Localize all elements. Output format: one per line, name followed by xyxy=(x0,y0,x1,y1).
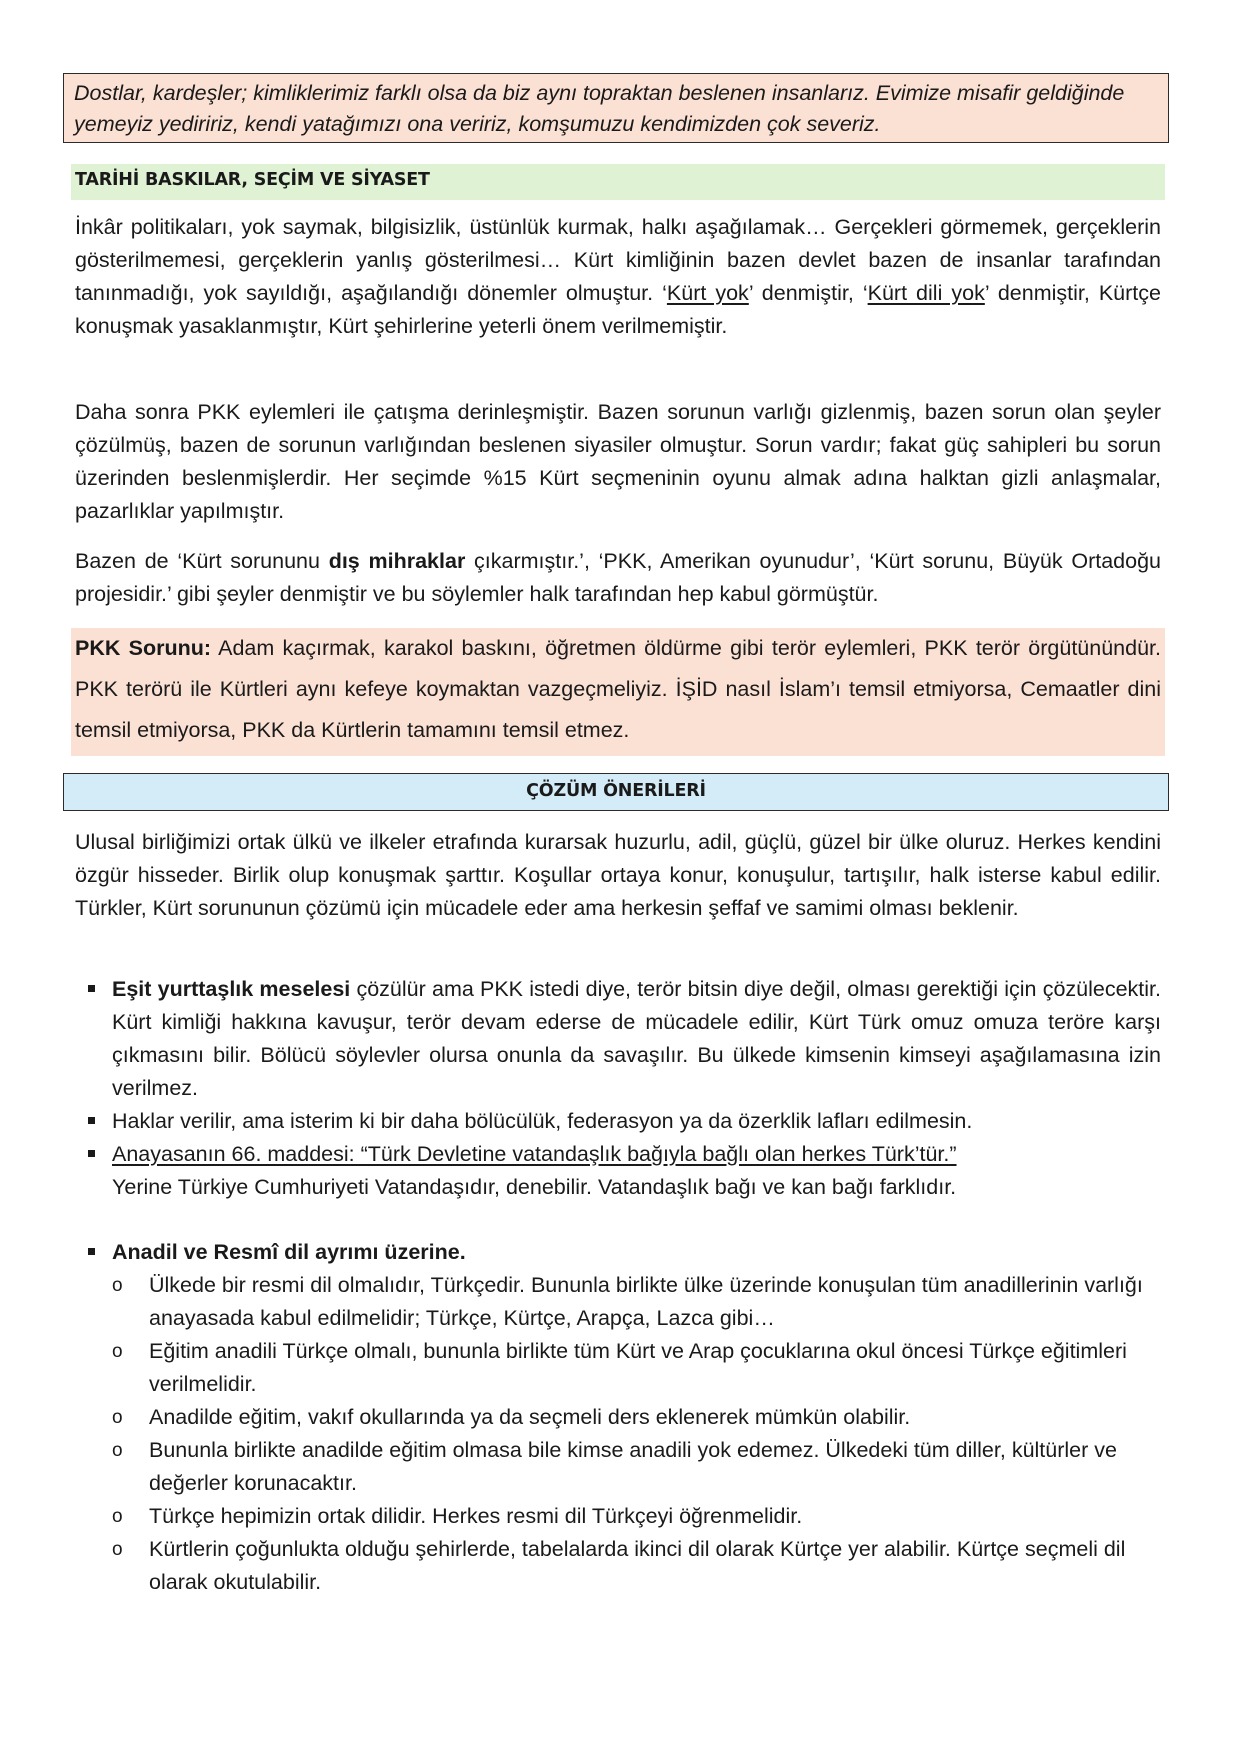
paragraph-pkk-conflict xyxy=(75,396,1161,528)
paragraph-text: Bazen de ‘Kürt sorununu xyxy=(75,549,329,573)
intro-quote-box xyxy=(63,73,1169,143)
sub-list-item xyxy=(112,1401,1161,1434)
circle-bullet-icon: o xyxy=(112,1407,123,1428)
circle-bullet-icon: o xyxy=(112,1440,123,1461)
circle-bullet-icon: o xyxy=(112,1506,123,1527)
list-item-text: Yerine Türkiye Cumhuriyeti Vatandaşıdır, denebilir. Vatandaşlık bağı ve kan bağı farklıdır. xyxy=(112,1175,957,1199)
solutions-list xyxy=(75,973,1161,1204)
square-bullet-icon xyxy=(88,1248,95,1255)
circle-bullet-icon: o xyxy=(112,1275,123,1296)
square-bullet-icon xyxy=(88,1117,95,1124)
list-item xyxy=(75,1236,1161,1599)
list-item xyxy=(75,1138,1161,1204)
sub-list-item-text: Kürtlerin çoğunlukta olduğu şehirlerde, tabelalarda ikinci dil olarak Kürtçe yer alabilir. Kürtçe seçmeli dil olarak okutulabilir. xyxy=(149,1537,1126,1594)
list-item xyxy=(75,1105,1161,1138)
list-item xyxy=(75,973,1161,1105)
sub-list-item xyxy=(112,1335,1161,1401)
square-bullet-icon xyxy=(88,1150,95,1157)
paragraph-text: Daha sonra PKK eylemleri ile çatışma derinleşmiştir. Bazen sorunun varlığı gizlenmiş, bazen sorun olan şeyler çözülmüş, bazen de sorunun varlığından beslenen siyasiler olmuştur. Sorun vardır; fakat güç sahipleri bu sorun üzerinden beslenmişlerdir. Her seçimde %15 Kürt seçmeninin oyunu almak adına halktan gizli anlaşmalar, pazarlıklar yapılmıştır. xyxy=(75,400,1161,523)
mother-tongue-list xyxy=(75,1236,1161,1599)
list-item-text: Haklar verilir, ama isterim ki bir daha bölücülük, federasyon ya da özerklik lafları edilmesin. xyxy=(112,1109,973,1133)
bold-phrase: Anadil ve Resmî dil ayrımı üzerine. xyxy=(112,1240,466,1264)
circle-bullet-icon: o xyxy=(112,1341,123,1362)
underlined-phrase-kurt-yok: Kürt yok xyxy=(666,281,749,305)
underlined-phrase-kurt-dili-yok: Kürt dili yok xyxy=(867,281,985,305)
section-heading-history-text: TARİHİ BASKILAR, SEÇİM VE SİYASET xyxy=(75,170,430,190)
sub-list-item xyxy=(112,1500,1161,1533)
pkk-problem-box xyxy=(71,628,1165,756)
sub-list-item xyxy=(112,1269,1161,1335)
square-bullet-icon xyxy=(88,985,95,992)
mother-tongue-sublist xyxy=(112,1269,1161,1599)
intro-quote-text: Dostlar, kardeşler; kimliklerimiz farklı olsa da biz aynı topraktan beslenen insanlarız. Evimize misafir geldiğinde yemeyiz yediririz, kendi yatağımızı ona veririz, komşumuzu kendimizden çok severiz. xyxy=(74,81,1125,136)
section-heading-solutions xyxy=(63,773,1169,811)
sub-list-item-text: Türkçe hepimizin ortak dilidir. Herkes resmi dil Türkçeyi öğrenmelidir. xyxy=(149,1504,803,1528)
bold-phrase: dış mihraklar xyxy=(328,549,466,573)
section-heading-history xyxy=(71,164,1165,200)
sub-list-item-text: Anadilde eğitim, vakıf okullarında ya da seçmeli ders eklenerek mümkün olabilir. xyxy=(149,1405,911,1429)
paragraph-national-unity xyxy=(75,826,1161,925)
pkk-problem-text: Adam kaçırmak, karakol baskını, öğretmen öldürme gibi terör eylemleri, PKK terör örgütünündür. PKK terörü ile Kürtleri aynı kefeye koymaktan vazgeçmeliyiz. İŞİD nasıl İslam’ı temsil etmiyorsa, Cemaatler dini temsil etmiyorsa, PKK da Kürtlerin tamamını temsil etmez. xyxy=(75,636,1161,742)
paragraph-text: çıkarmıştır.’, ‘PKK, Amerikan oyunudur’, ‘Kürt sorunu, Büyük Ortadoğu projesidir.’ gibi şeyler denmiştir ve bu söylemler halk tarafından hep kabul görmüştür. xyxy=(75,549,1161,606)
paragraph-text: İnkâr politikaları, yok saymak, bilgisizlik, üstünlük kurmak, halkı aşağılamak… Gerçekleri görmemek, gerçeklerin gösterilmemesi, gerçeklerin yanlış gösterilmesi… Kürt kimliğinin bazen devlet bazen de insanlar tarafından tanınmadığı, yok sayıldığı, aşağılandığı dönemler olmuştur. ‘ xyxy=(75,215,1161,305)
sub-list-item-text: Ülkede bir resmi dil olmalıdır, Türkçedir. Bununla birlikte ülke üzerinde konuşulan tüm anadillerinin varlığı anayasada kabul edilmelidir; Türkçe, Kürtçe, Arapça, Lazca gibi… xyxy=(149,1273,1143,1330)
sub-list-item xyxy=(112,1434,1161,1500)
circle-bullet-icon: o xyxy=(112,1539,123,1560)
paragraph-text: ’ denmiştir, Kürtçe konuşmak yasaklanmıştır, Kürt şehirlerine yeterli önem verilmemiştir. xyxy=(75,281,1161,338)
paragraph-foreign-powers xyxy=(75,545,1161,611)
paragraph-denial-policies xyxy=(75,211,1161,343)
bold-phrase: Eşit yurttaşlık meselesi xyxy=(112,977,351,1001)
list-item-text: çözülür ama PKK istedi diye, terör bitsin diye değil, olması gerektiği için çözülecektir. Kürt kimliği hakkına kavuşur, terör devam ederse de mücadele edilir, Kürt Türk omuz omuza teröre karşı çıkmasını bilir. Bölücü söylevler olursa onunla da savaşılır. Bu ülkede kimsenin kimseyi aşağılamasına izin verilmez. xyxy=(112,977,1161,1100)
sub-list-item-text: Bununla birlikte anadilde eğitim olmasa bile kimse anadili yok edemez. Ülkedeki tüm diller, kültürler ve değerler korunacaktır. xyxy=(149,1438,1117,1495)
sub-list-item-text: Eğitim anadili Türkçe olmalı, bununla birlikte tüm Kürt ve Arap çocuklarına okul öncesi Türkçe eğitimleri verilmelidir. xyxy=(149,1339,1127,1396)
paragraph-text: Ulusal birliğimizi ortak ülkü ve ilkeler etrafında kurarsak huzurlu, adil, güçlü, güzel bir ülke oluruz. Herkes kendini özgür hisseder. Birlik olup konuşmak şarttır. Koşullar ortaya konur, konuşulur, tartışılır, halk isterse kabul edilir. Türkler, Kürt sorununun çözümü için mücadele eder ama herkesin şeffaf ve samimi olması beklenir. xyxy=(75,830,1161,920)
sub-list-item xyxy=(112,1533,1161,1599)
section-heading-solutions-text: ÇÖZÜM ÖNERİLERİ xyxy=(526,781,706,801)
pkk-problem-label: PKK Sorunu: xyxy=(75,636,212,660)
paragraph-text: ’ denmiştir, ‘ xyxy=(748,281,868,305)
underlined-phrase-constitution: Anayasanın 66. maddesi: “Türk Devletine vatandaşlık bağıyla bağlı olan herkes Türk’tür.” xyxy=(112,1142,957,1166)
